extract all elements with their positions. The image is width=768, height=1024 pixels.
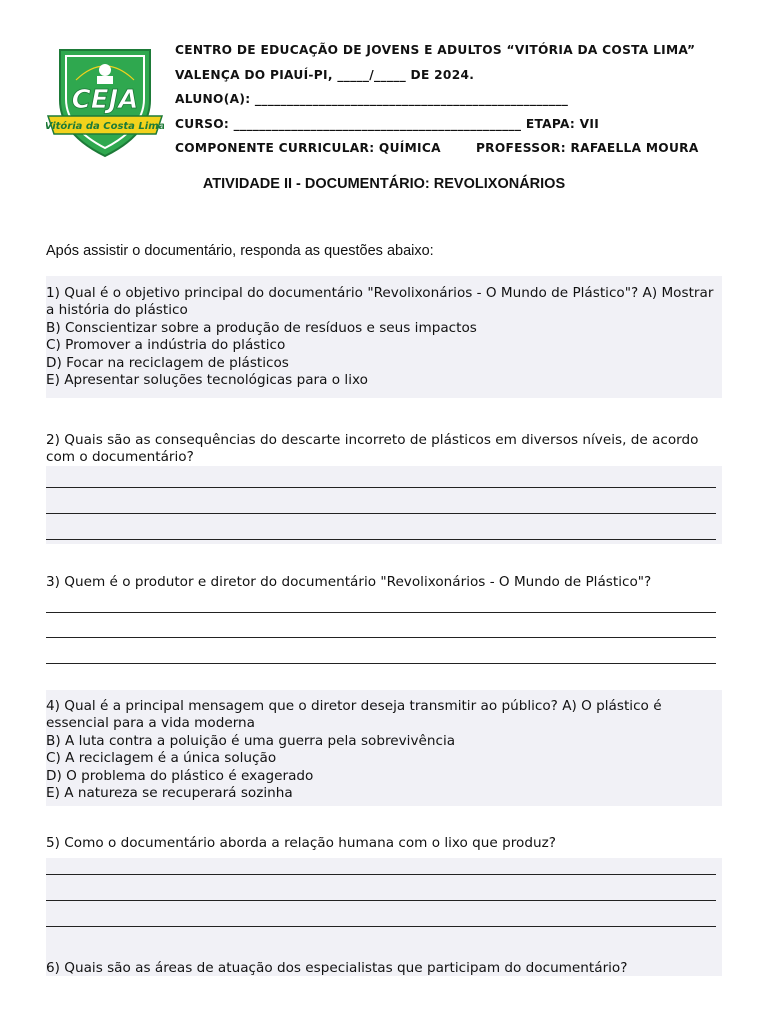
activity-title: ATIVIDADE II - DOCUMENTÁRIO: REVOLIXONÁRIOS	[202, 176, 566, 192]
question-4	[46, 698, 722, 802]
svg-text:CEJA: CEJA	[71, 85, 139, 115]
answer-line[interactable]	[46, 612, 716, 613]
instructions: Após assistir o documentário, responda as questões abaixo:	[46, 243, 434, 259]
location-date: VALENÇA DO PIAUÍ-PI, _____/_____ DE 2024.	[175, 67, 475, 82]
question-4-text: 4) Qual é a principal mensagem que o diretor deseja transmitir ao público? A) O plástico é essencial para a vida moderna	[46, 698, 662, 732]
answer-line[interactable]	[46, 637, 716, 638]
question-2-text: 2) Quais são as consequências do descarte incorreto de plásticos em diversos níveis, de acordo com o documentário?	[46, 432, 699, 466]
teacher: PROFESSOR: RAFAELLA MOURA	[475, 141, 699, 155]
question-1	[46, 285, 722, 389]
question-3	[46, 574, 722, 591]
answer-line[interactable]	[46, 926, 716, 927]
student-field: ALUNO(A): _________________________________________________	[175, 92, 569, 106]
option: B) Conscientizar sobre a produção de resíduos e seus impactos	[46, 319, 477, 336]
answer-2-panel	[46, 466, 722, 544]
answer-line[interactable]	[46, 900, 716, 901]
option: D) Focar na reciclagem de plásticos	[46, 354, 289, 371]
question-1-text: 1) Qual é o objetivo principal do documentário "Revolixonários - O Mundo de Plástico"? A) Mostrar a história do plástico	[46, 285, 714, 319]
option: B) A luta contra a poluição é uma guerra pela sobrevivência	[46, 732, 456, 749]
subject: COMPONENTE CURRICULAR: QUÍMICA	[175, 141, 441, 155]
option: E) A natureza se recuperará sozinha	[46, 785, 293, 802]
answer-line[interactable]	[46, 487, 716, 488]
school-logo	[46, 42, 164, 162]
question-2	[46, 432, 722, 467]
question-3-text: 3) Quem é o produtor e diretor do documentário "Revolixonários - O Mundo de Plástico"?	[46, 574, 652, 590]
answer-line[interactable]	[46, 874, 716, 875]
document-header	[175, 42, 735, 165]
question-6	[46, 960, 722, 977]
svg-text:Vitória da Costa Lima: Vitória da Costa Lima	[46, 121, 164, 132]
question-5	[46, 835, 722, 852]
option: C) Promover a indústria do plástico	[46, 337, 286, 354]
question-6-text: 6) Quais são as áreas de atuação dos especialistas que participam do documentário?	[46, 960, 628, 976]
answer-line[interactable]	[46, 539, 716, 540]
course-field: CURSO: _____________________________________________ ETAPA: VII	[175, 116, 600, 131]
option: C) A reciclagem é a única solução	[46, 750, 277, 767]
school-name: CENTRO DE EDUCAÇÃO DE JOVENS E ADULTOS “VITÓRIA DA COSTA LIMA”	[175, 43, 696, 57]
option: D) O problema do plástico é exagerado	[46, 767, 314, 784]
subject-teacher	[175, 140, 735, 165]
answer-5-panel	[46, 858, 722, 976]
answer-line[interactable]	[46, 663, 716, 664]
question-5-text: 5) Como o documentário aborda a relação humana com o lixo que produz?	[46, 835, 556, 851]
option: E) Apresentar soluções tecnológicas para o lixo	[46, 372, 368, 389]
answer-line[interactable]	[46, 513, 716, 514]
